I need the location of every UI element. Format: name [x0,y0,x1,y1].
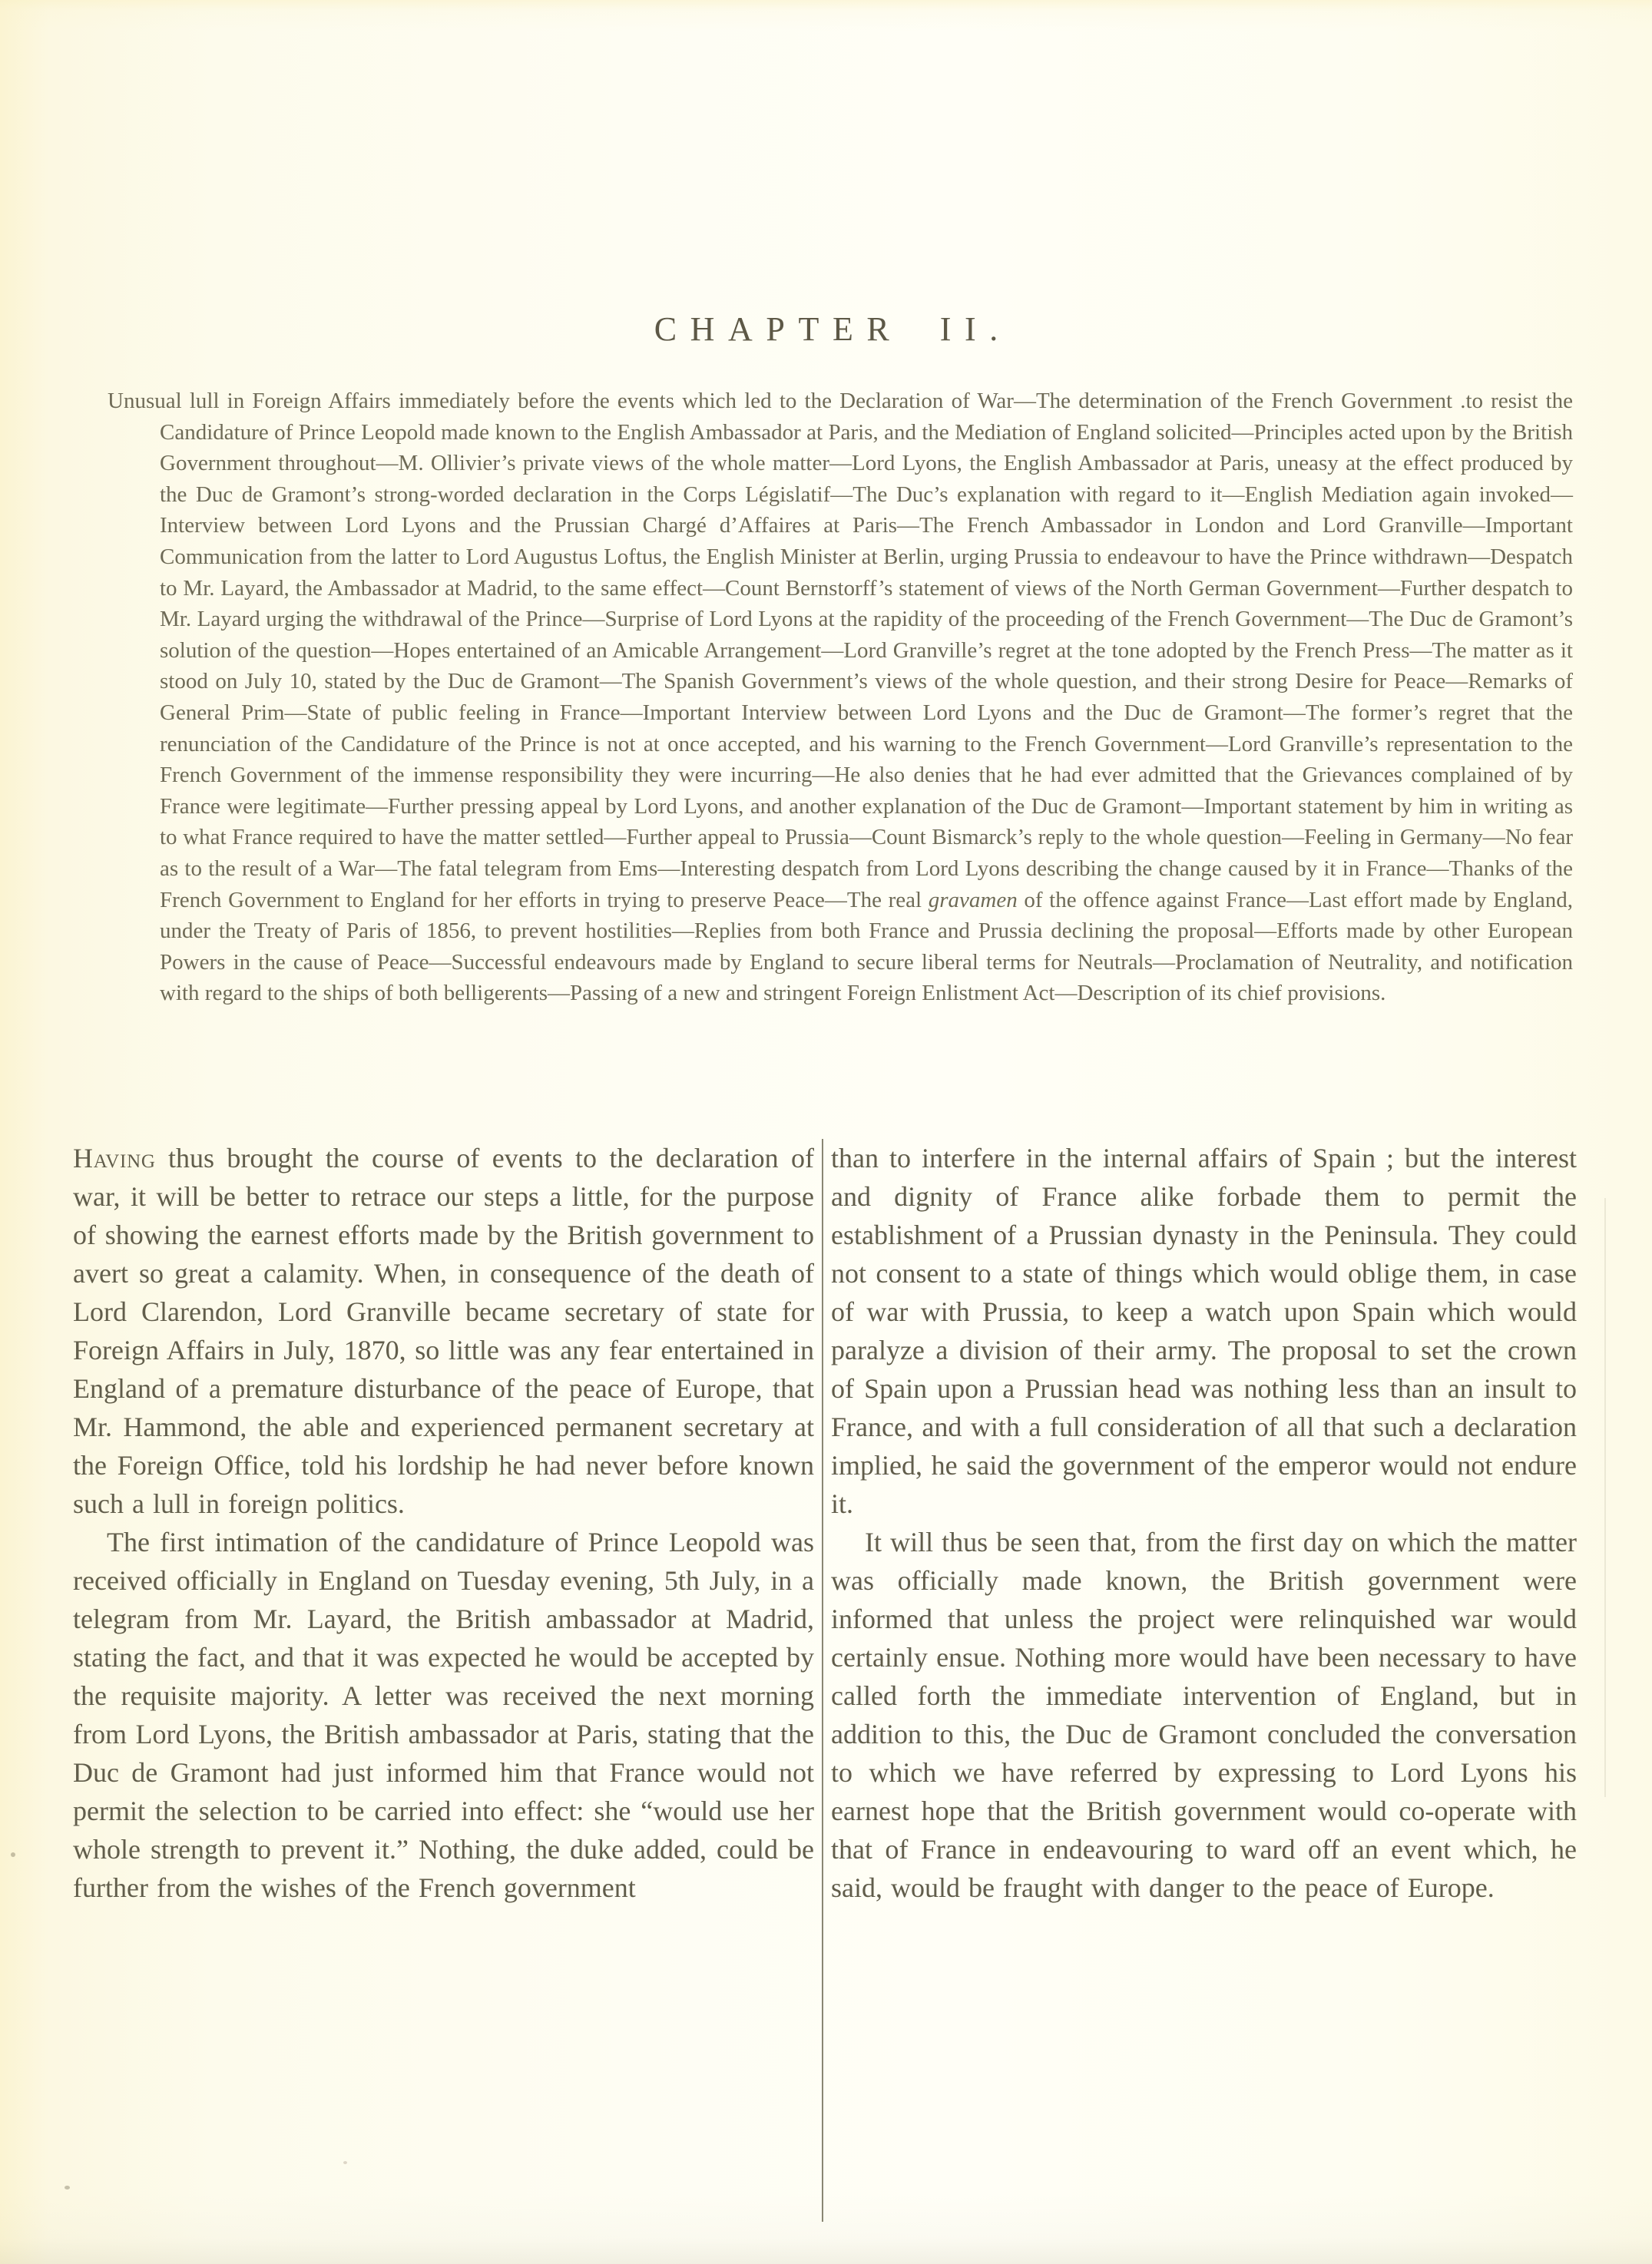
chapter-summary [108,386,1573,1009]
summary-text: Unusual lull in Foreign Affairs immediately before the events which led to the Declaration of War—The determination of the French Government .to resist the Candidature of Prince Leopold made known to the English Ambassador at Paris, and the Mediation of England solicited—Principles acted upon by the British Government throughout—M. Ollivier’s private views of the whole matter—Lord Lyons, the English Ambassador at Paris, uneasy at the effect produced by the Duc de Gramont’s strong-worded declaration in the Corps Législatif—The Duc’s explanation with regard to it—English Mediation again invoked—Interview between Lord Lyons and the Prussian Chargé d’Affaires at Paris—The French Ambassador in London and Lord Granville—Important Communication from the latter to Lord Augustus Loftus, the English Minister at Berlin, urging Prussia to endeavour to have the Prince withdrawn—Despatch to Mr. Layard, the Ambassador at Madrid, to the same effect—Count Bernstorff’s statement of views of the North German Government—Further despatch to Mr. Layard urging the withdrawal of the Prince—Surprise of Lord Lyons at the rapidity of the proceeding of the French Government—The Duc de Gramont’s solution of the question—Hopes entertained of an Amicable Arrangement—Lord Granville’s regret at the tone adopted by the French Press—The matter as it stood on July 10, stated by the Duc de Gramont—The Spanish Government’s views of the whole question, and their strong Desire for Peace—Remarks of General Prim—State of public feeling in France—Important Interview between Lord Lyons and the Duc de Gramont—The former’s regret that the renunciation of the Candidature of the Prince is not at once accepted, and his warning to the French Government—Lord Granville’s representation to the French Government of the immense responsibility they were incurring—He also denies that he had ever admitted that the Grievances complained of by France were legitimate—Further pressing appeal by Lord Lyons, and another explanation of the Duc de Gramont—Important statement by him in writing as to what France required to have the matter settled—Further appeal to Prussia—Count Bismarck’s reply to the whole question—Feeling in Germany—No fear as to the result of a War—The fatal telegram from Ems—Interesting despatch from Lord Lyons describing the change caused by it in France—Thanks of the French Government to England for her efforts in trying to preserve Peace—The real [108,389,1573,912]
column-divider-rule [822,1139,823,2222]
right-column [831,1139,1577,1907]
ink-speck [11,1852,15,1857]
paragraph-it-will-thus: It will thus be seen that, from the first day on which the matter was officially made known, the British government were informed that unless the project were relinquished war would certainly ensue. Nothing more would have been necessary to have called forth the immediate intervention of England, but in addition to this, the Duc de Gramont concluded the conversation to which we have referred by expressing to Lord Lyons his earnest hope that the British government would co-operate with that of France in endeavouring to ward off an event which, he said, would be fraught with danger to the peace of Europe. [831,1527,1577,1903]
summary-italic-word: gravamen [928,887,1018,912]
paragraph-first-intimation: The first intimation of the candidature of Prince Leopold was received officially in England on Tuesday evening, 5th July, in a telegram from Mr. Layard, the British ambassador at Madrid, stating the fact, and that it was expected he would be accepted by the requisite majority. A letter was received the next morning from Lord Lyons, the British ambassador at Paris, stating that the Duc de Gramont had just informed him that France would not permit the selection to be carried into effect: she “would use her whole strength to prevent it.” Nothing, the duke added, could be further from the wishes of the French government [73,1527,814,1903]
paragraph-continuation: than to interfere in the internal affairs of Spain ; but the interest and dignity of France alike forbade them to permit the establishment of a Prussian dynasty in the Peninsula. They could not consent to a state of things which would oblige them, in case of war with Prussia, to keep a watch upon Spain which would paralyze a division of their army. The proposal to set the crown of Spain upon a Prussian head was nothing less than an insult to France, and with a full consideration of all that such a declaration implied, he said the government of the emperor would not endure it. [831,1143,1577,1519]
ink-speck [343,2161,347,2164]
paragraph-having [73,1139,814,1523]
page-crease-line [1604,1198,1606,1797]
paragraph-lead-word: Having [73,1143,156,1173]
paragraph-text: thus brought the course of events to the declaration of war, it will be better to retrace our steps a little, for the purpose of showing the earnest efforts made by the British government to avert so great a calamity. When, in consequence of the death of Lord Clarendon, Lord Granville became secretary of state for Foreign Affairs in July, 1870, so little was any fear entertained in England of a premature disturbance of the peace of Europe, that Mr. Hammond, the able and experienced permanent secretary at the Foreign Office, told his lordship he had never before known such a lull in foreign politics. [73,1143,814,1519]
ink-speck [65,2186,70,2190]
body-columns [73,1139,1577,2222]
left-column [73,1139,814,1907]
chapter-heading: CHAPTER II. [654,310,1011,348]
summary-text-continued: of the offence against France—Last effort made by England, under the Treaty of Paris of 1856, to prevent hostilities—Replies from both France and Prussia declining the proposal—Efforts made by other European Powers in the cause of Peace—Successful endeavours made by England to secure liberal terms for Neutrals—Proclamation of Neutrality, and notification with regard to the ships of both belligerents—Passing of a new and stringent Foreign Enlistment Act—Description of its chief provisions. [160,887,1573,1006]
